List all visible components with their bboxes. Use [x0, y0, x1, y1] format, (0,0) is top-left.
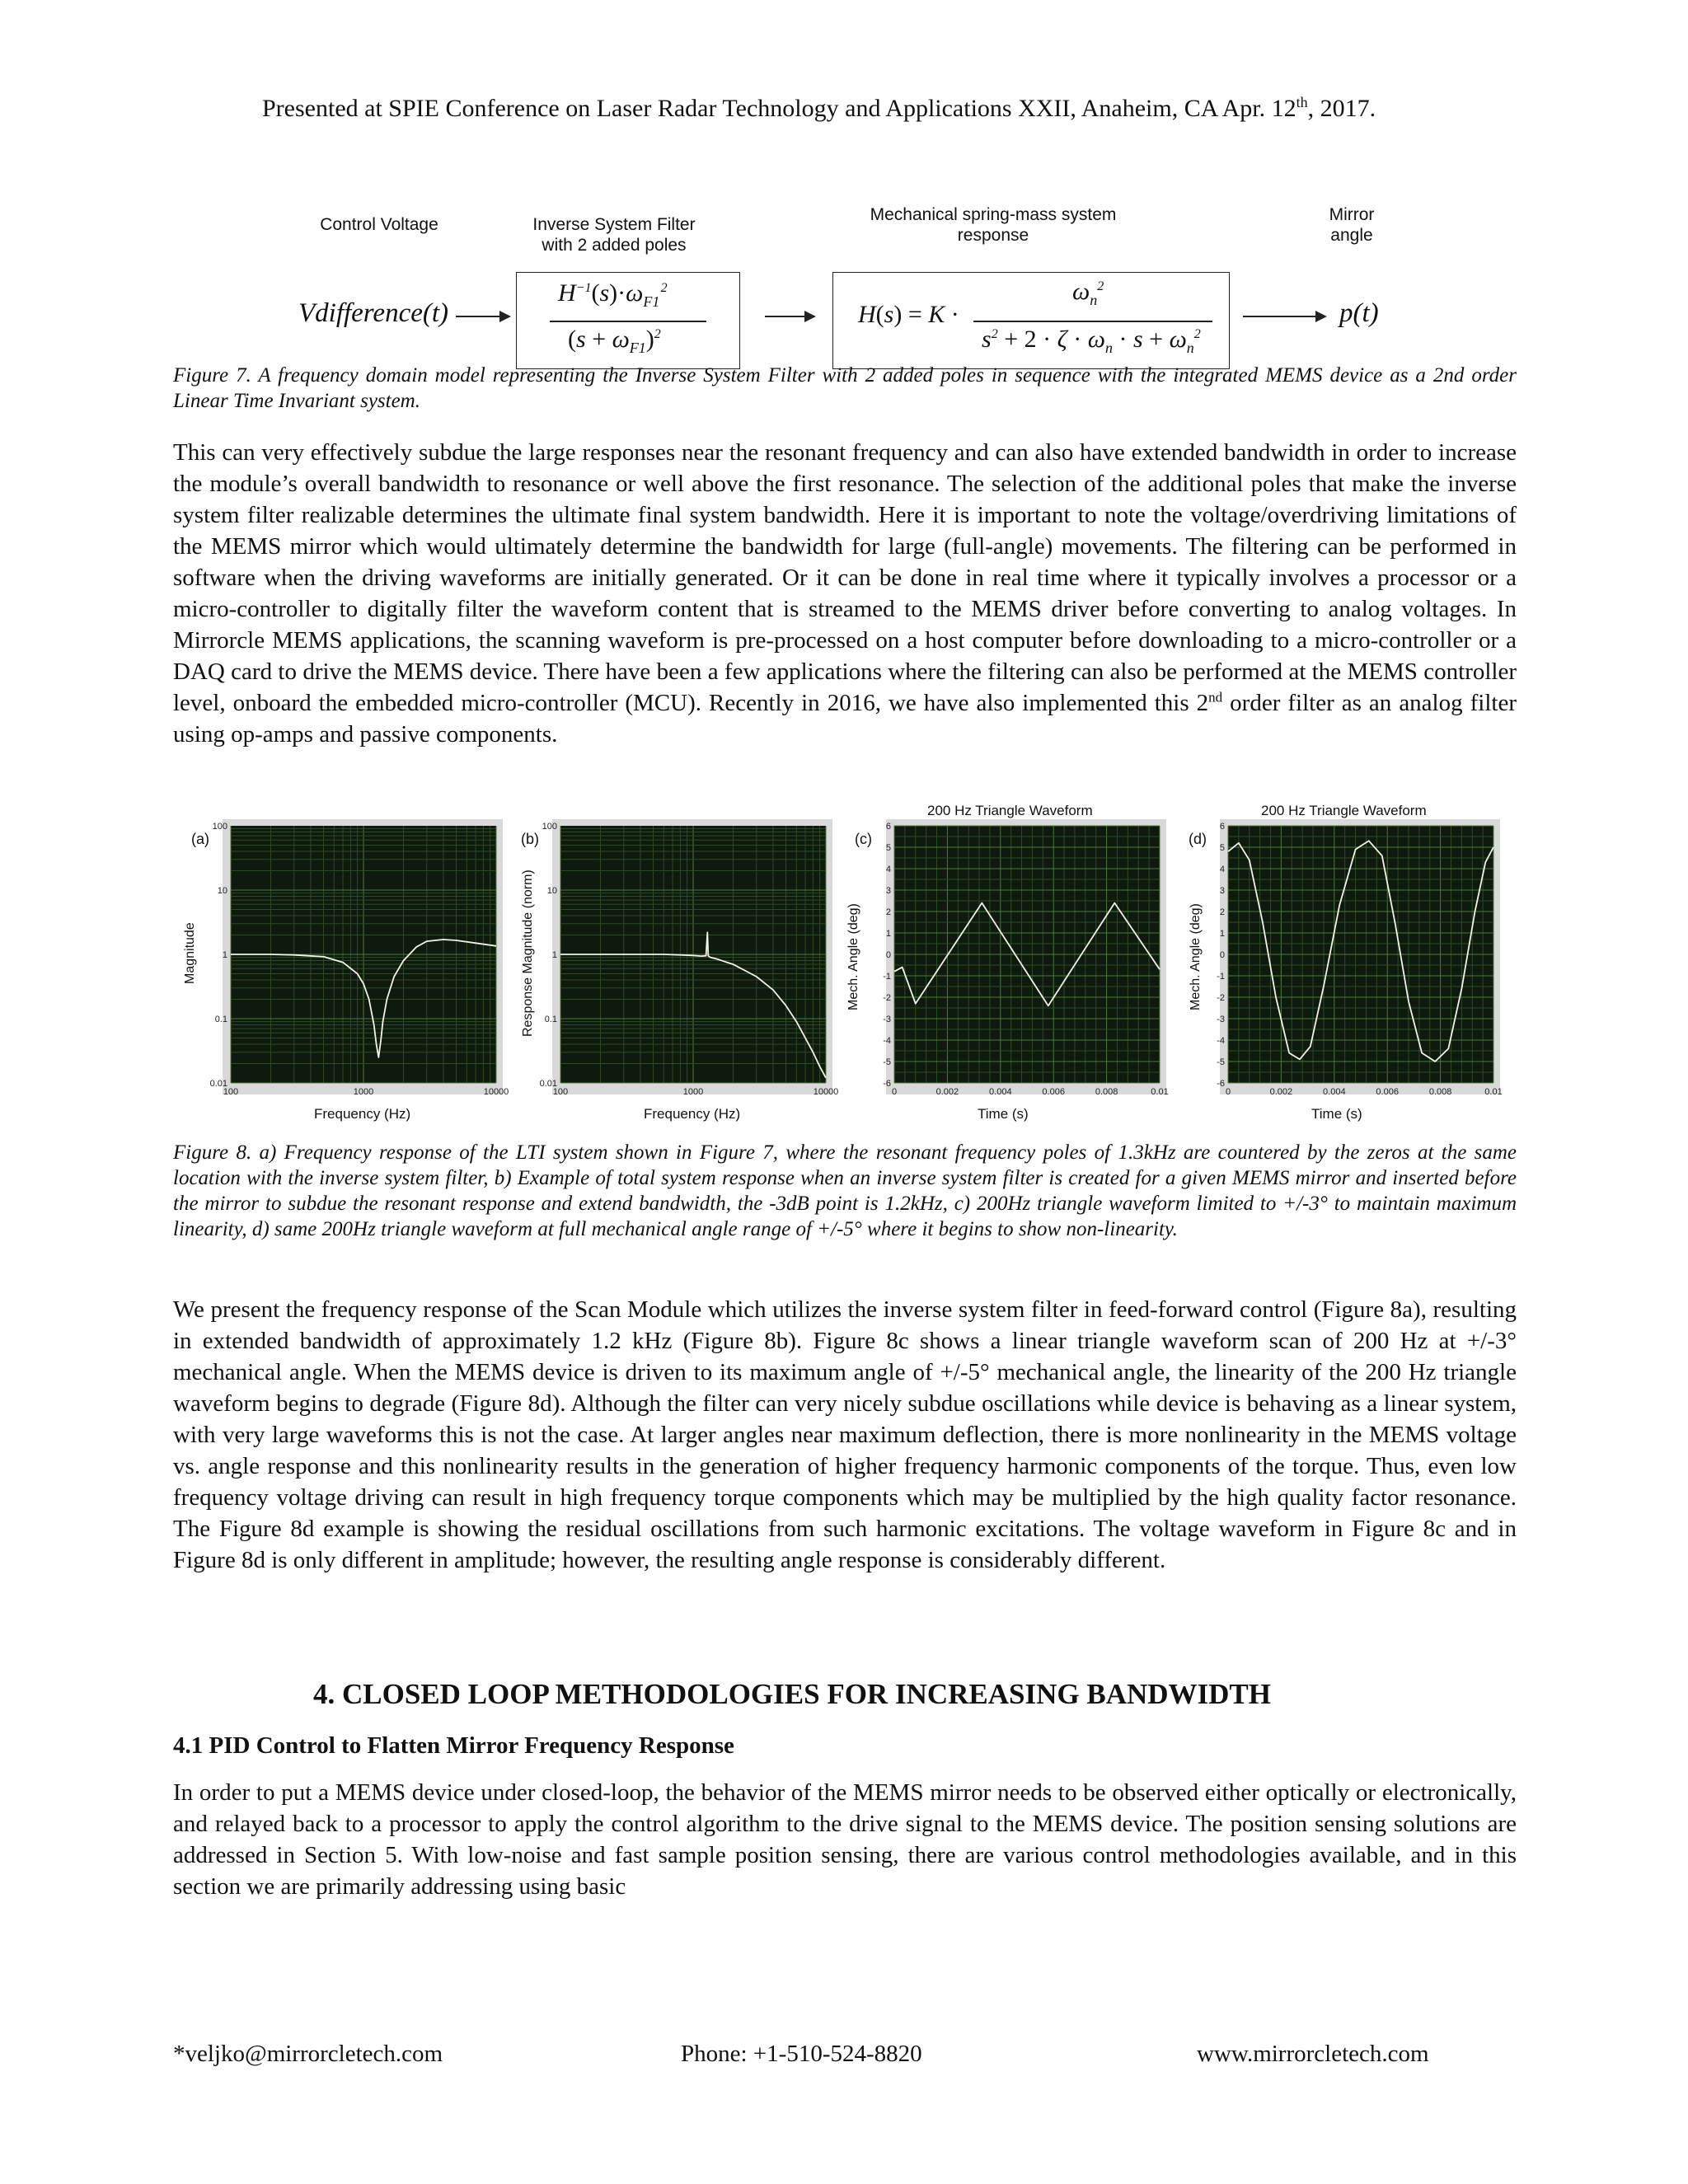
- y-tick-label: 5: [1219, 843, 1225, 853]
- y-tick-label: 0.1: [544, 1015, 557, 1024]
- x-tick-label: 1000: [353, 1087, 374, 1097]
- middle-arrow: [765, 316, 814, 317]
- y-tick-label: -3: [1217, 1015, 1225, 1024]
- plot-panel-3: [837, 801, 1183, 1131]
- paragraph-2: We present the frequency response of the Scan Module which utilizes the inverse system filter in feed-forward control (Figure 8a), resulting in extended bandwidth of approximately 1.2 kHz (Figure 8b). Figure 8c shows a linear triangle waveform scan of 200 Hz at +/-3° mechanical angle. When the MEMS device is driven to its maximum angle of +/-5° mechanical angle, the linearity of the 200 Hz triangle waveform begins to degrade (Figure 8d). Although the filter can very nicely subdue oscillations while device is behaving as a linear system, with very large waveforms this is not the case. At larger angles near maximum deflection, there is more nonlinearity in the MEMS voltage vs. angle response and this nonlinearity results in the generation of higher frequency harmonic components of the torque. Thus, even low frequency voltage driving can result in high frequency torque components which may be multiplied by the high quality factor resonance. The Figure 8d example is showing the residual oscillations from such harmonic excitations. The voltage waveform in Figure 8c and in Figure 8d is only different in amplitude; however, the resulting angle response is considerably different.: [173, 1296, 1517, 1573]
- plot-x-axis-label: Time (s): [978, 1106, 1029, 1122]
- y-tick-label: 10: [546, 886, 557, 896]
- x-tick-label: 0.002: [935, 1087, 959, 1097]
- y-tick-label: -1: [1217, 972, 1225, 982]
- y-tick-label: 2: [1219, 907, 1225, 917]
- y-tick-label: -6: [883, 1079, 891, 1089]
- plot-panel-letter: (c): [855, 831, 872, 847]
- footer-email[interactable]: *veljko@mirrorcletech.com: [173, 2041, 443, 2067]
- y-tick-label: 6: [1219, 822, 1225, 832]
- section-4-title: 4. CLOSED LOOP METHODOLOGIES FOR INCREASING BANDWIDTH: [313, 1678, 1271, 1710]
- x-tick-label: 10000: [483, 1087, 509, 1097]
- figure-8-plots: [173, 801, 1525, 1131]
- y-tick-label: -1: [883, 972, 891, 982]
- plot-y-axis-label: Magnitude: [183, 922, 197, 984]
- plot-title: 200 Hz Triangle Waveform: [927, 803, 1093, 818]
- x-tick-label: 10000: [813, 1087, 839, 1097]
- section-4-paragraph: In order to put a MEMS device under closed-loop, the behavior of the MEMS mirror needs to be observed either optically or electronically, and relayed back to a processor to apply the control algorithm to the drive signal to the MEMS device. The position sensing solutions are addressed in Section 5. With low-noise and fast sample position sensing, there are various control methodologies available, and in this section we are primarily addressing using basic: [173, 1779, 1517, 1900]
- plot-panel-letter: (a): [191, 831, 209, 847]
- x-tick-label: 1000: [682, 1087, 704, 1097]
- y-tick-label: 2: [885, 907, 891, 917]
- header-text: Presented at SPIE Conference on Laser Radar Technology and Applications XXII, Anaheim, CA Apr. 12: [262, 95, 1296, 122]
- y-tick-label: 10: [217, 886, 227, 896]
- input-arrow: [456, 316, 509, 317]
- y-tick-label: 0.01: [209, 1079, 227, 1089]
- page-header: [262, 94, 1523, 123]
- x-tick-label: 100: [223, 1087, 239, 1097]
- transfer-function-denominator: $s^2 + 2 \cdot \zeta \cdot \omega_n \cdot s + \omega_n^2$: [982, 326, 1201, 356]
- mirror-angle-label-line2: angle: [1330, 226, 1373, 245]
- header-superscript: th: [1296, 94, 1308, 110]
- inverse-filter-numerator: $H^{-1}(s)\cdot\omega_{F1}$ $^2$: [558, 279, 668, 310]
- y-tick-label: 4: [885, 865, 891, 874]
- plot-svg: [173, 801, 519, 1131]
- y-tick-label: 100: [212, 822, 227, 832]
- plot-panel-letter: (d): [1189, 831, 1207, 847]
- plot-panel-2: [503, 801, 849, 1131]
- x-tick-label: 0.004: [989, 1087, 1012, 1097]
- x-tick-label: 0.004: [1323, 1087, 1346, 1097]
- control-voltage-label: Control Voltage: [320, 215, 438, 234]
- y-tick-label: -3: [883, 1015, 891, 1024]
- figure-7-block-diagram: [0, 198, 1688, 363]
- y-tick-label: -6: [1217, 1079, 1225, 1089]
- mechanical-system-box: [832, 272, 1230, 369]
- x-tick-label: 0.002: [1269, 1087, 1293, 1097]
- x-tick-label: 100: [552, 1087, 569, 1097]
- y-tick-label: 100: [542, 822, 557, 832]
- plot-panel-4: [1170, 801, 1517, 1131]
- inverse-filter-denominator: $(s + \omega_{F1})^2$: [568, 326, 661, 356]
- plot-panel-1: [173, 801, 519, 1131]
- paragraph-1-text: This can very effectively subdue the large responses near the resonant frequency and can also have extended bandwidth in order to increase the module’s overall bandwidth to resonance or well above the first resonance. The selection of the additional poles that make the inverse system filter realizable determines the ultimate final system bandwidth. Here it is important to note the voltage/overdriving limitations of the MEMS mirror which would ultimately determine the bandwidth for large (full-angle) movements. The filtering can be performed in software when the driving waveforms are initially generated. Or it can be done in real time where it typically involves a processor or a micro-controller to digitally filter the waveform content that is streamed to the MEMS driver before converting to analog voltages. In Mirrorcle MEMS applications, the scanning waveform is pre-processed on a host computer before downloading to a micro-controller or a DAQ card to drive the MEMS device. There have been a few applications where the filtering can also be performed at the MEMS controller level, onboard the embedded micro-controller (MCU). Recently in 2016, we have also implemented this 2: [173, 439, 1517, 716]
- paragraph-1-superscript: nd: [1208, 689, 1223, 705]
- mechanical-response-label-line1: Mechanical spring-mass system: [870, 205, 1117, 224]
- inverse-filter-label-line2: with 2 added poles: [542, 236, 687, 255]
- plot-y-axis-label: Mech. Angle (deg): [1189, 903, 1203, 1010]
- mechanical-response-label: [841, 204, 1146, 246]
- y-tick-label: 1: [885, 929, 891, 939]
- mirror-angle-label: [1302, 204, 1401, 246]
- plot-title: 200 Hz Triangle Waveform: [1261, 803, 1427, 818]
- output-symbol: p(t): [1339, 298, 1379, 328]
- x-tick-label: 0.006: [1376, 1087, 1399, 1097]
- inverse-filter-label-line1: Inverse System Filter: [532, 215, 696, 234]
- y-tick-label: 1: [222, 950, 227, 960]
- x-tick-label: 0.008: [1095, 1087, 1118, 1097]
- plot-svg: [837, 801, 1183, 1131]
- plot-y-axis-label: Response Magnitude (norm): [521, 869, 535, 1037]
- plot-svg: [1170, 801, 1517, 1131]
- paragraph-1: [173, 437, 1517, 750]
- figure-8-caption: Figure 8. a) Frequency response of the LTI system shown in Figure 7, where the resonant frequency poles of 1.3kHz are countered by the zeros at the same location with the inverse system filter, b) Example of total system response when an inverse system filter is created for a given MEMS mirror and inserted before the mirror to subdue the resonant response and extend bandwidth, the -3dB point is 1.2kHz, c) 200Hz triangle waveform limited to +/-3° to maintain maximum linearity, d) same 200Hz triangle waveform at full mechanical angle range of +/-5° where it begins to show non-linearity.: [173, 1141, 1517, 1240]
- y-tick-label: 0.01: [539, 1079, 557, 1089]
- y-tick-label: -5: [1217, 1057, 1225, 1067]
- plot-y-axis-label: Mech. Angle (deg): [846, 903, 860, 1010]
- x-tick-label: 0.006: [1042, 1087, 1065, 1097]
- mirror-angle-label-line1: Mirror: [1329, 205, 1375, 224]
- inverse-filter-box: [516, 272, 740, 369]
- y-tick-label: -4: [1217, 1036, 1225, 1046]
- y-tick-label: 4: [1219, 865, 1225, 874]
- y-tick-label: -2: [883, 993, 891, 1003]
- y-tick-label: 5: [885, 843, 891, 853]
- input-symbol: Vdifference(t): [298, 298, 449, 328]
- plot-x-axis-label: Frequency (Hz): [314, 1106, 411, 1122]
- y-tick-label: 0: [1219, 950, 1225, 960]
- x-tick-label: 0: [1225, 1087, 1231, 1097]
- y-tick-label: 6: [885, 822, 891, 832]
- y-tick-label: 1: [1219, 929, 1225, 939]
- footer-website[interactable]: www.mirrorcletech.com: [1197, 2041, 1429, 2067]
- plot-svg: [503, 801, 849, 1131]
- x-tick-label: 0.01: [1484, 1087, 1503, 1097]
- subsection-4-1-title: 4.1 PID Control to Flatten Mirror Frequency Response: [173, 1732, 734, 1759]
- header-text-end: , 2017.: [1307, 95, 1376, 122]
- x-tick-label: 0.008: [1428, 1087, 1452, 1097]
- y-tick-label: 0: [885, 950, 891, 960]
- transfer-function-fraction-line: [973, 321, 1212, 322]
- inverse-filter-fraction-line: [550, 321, 706, 322]
- y-tick-label: -4: [883, 1036, 891, 1046]
- plot-x-axis-label: Time (s): [1311, 1106, 1362, 1122]
- y-tick-label: -5: [883, 1057, 891, 1067]
- transfer-function-numerator: $\omega_n^2$: [1072, 278, 1104, 308]
- transfer-function-lhs: H(s) = K ·: [858, 301, 959, 328]
- output-arrow: [1243, 316, 1325, 317]
- y-tick-label: 0.1: [214, 1015, 227, 1024]
- plot-panel-letter: (b): [521, 831, 539, 847]
- x-tick-label: 0.01: [1151, 1087, 1169, 1097]
- footer-phone: Phone: +1-510-524-8820: [681, 2041, 922, 2067]
- paragraph-1-text-end: order filter as an analog filter using op-amps and passive components.: [173, 690, 1517, 748]
- figure-7-caption: Figure 7. A frequency domain model representing the Inverse System Filter with 2 added poles in sequence with the integrated MEMS device as a 2nd order Linear Time Invariant system.: [173, 364, 1517, 412]
- plot-x-axis-label: Frequency (Hz): [644, 1106, 741, 1122]
- mechanical-response-label-line2: response: [957, 226, 1029, 245]
- x-tick-label: 0: [891, 1087, 898, 1097]
- y-tick-label: -2: [1217, 993, 1225, 1003]
- y-tick-label: 1: [551, 950, 557, 960]
- y-tick-label: 3: [1219, 886, 1225, 896]
- inverse-filter-label: [503, 214, 725, 255]
- y-tick-label: 3: [885, 886, 891, 896]
